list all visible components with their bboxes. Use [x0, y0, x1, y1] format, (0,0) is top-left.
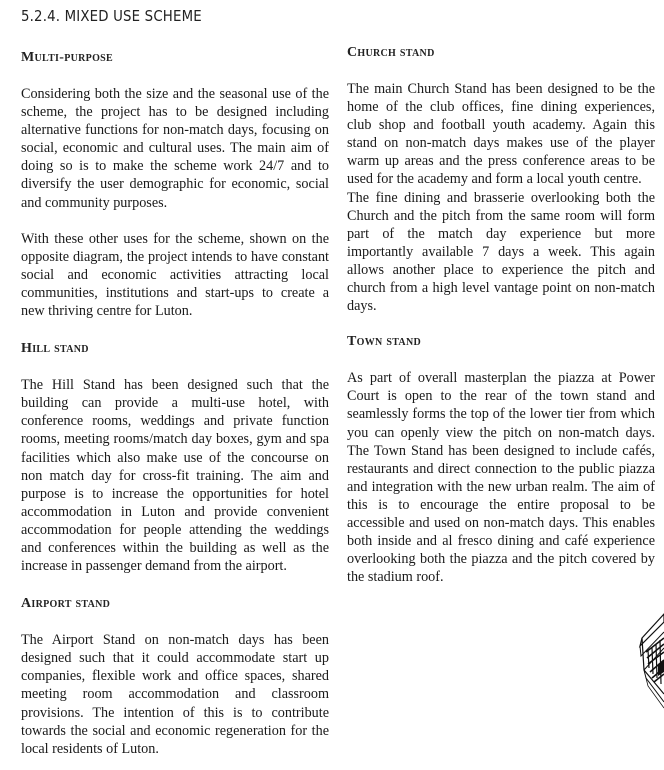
- section-hill-stand: [21, 340, 329, 575]
- section-title-town-stand: Town stand: [347, 334, 421, 350]
- airport-stand-paragraph: The Airport Stand on non-match days has been designed such that it could accommodate start up companies, flexible work and office spaces, shared meeting room accommodation and classroom provisions. The intention of this is to contribute towards the social and economic regeneration for the local residents of Luton.: [21, 632, 329, 757]
- section-title-church-stand: Church stand: [347, 45, 435, 60]
- right-column: [347, 44, 655, 586]
- hill-stand-paragraph: The Hill Stand has been designed such that the building can provide a multi-use hotel, with conference rooms, weddings and private function rooms, meeting rooms/match day boxes, gym and spa facilities which also make use of the concourse on non match day for cross-fit training. The aim and purpose is to increase the opportunities for hotel accommodation in Luton and provide convenient accommodation for people attending the weddings and conferences within the building as well as the increase in passenger demand from the airport.: [21, 377, 329, 575]
- multi-purpose-paragraph-2: With these other uses for the scheme, shown on the opposite diagram, the project intends to have constant social and economic activities attracting local communities, institutions and start-ups to create a new thriving centre for Luton.: [21, 230, 329, 320]
- left-column: [21, 49, 329, 758]
- section-title-airport-stand: Airport stand: [21, 596, 111, 612]
- section-church-stand: [347, 44, 655, 315]
- church-stand-paragraph-1: The main Church Stand has been designed to be the home of the club offices, fine dining experiences, club shop and football youth academy. Again this stand on non-match days makes use of the player warm up areas and the press conference areas to be used for the academy and form a local youth centre.: [347, 81, 655, 188]
- town-stand-paragraph: As part of overall masterplan the piazza at Power Court is open to the rear of the town stand and seamlessly forms the top of the lower tier from which you can openly view the pitch on non-match days. The Town Stand has been designed to include cafés, restaurants and direct connection to the public piazza and integration with the new urban realm. The aim of this is to encourage the entire proposal to be accessible and used on non-match days. This enables both inside and al fresco dining and café experience overlooking both the piazza and the pitch covered by the stadium roof.: [347, 370, 655, 586]
- section-title-hill-stand: Hill stand: [21, 341, 89, 357]
- section-town-stand: [347, 333, 655, 586]
- section-title-multi-purpose: Multi-purpose: [21, 50, 113, 65]
- page-heading: 5.2.4. MIXED USE SCHEME: [21, 7, 202, 25]
- section-multi-purpose: [21, 49, 329, 320]
- multi-purpose-paragraph-1: Considering both the size and the seasonal use of the scheme, the project has to be designed including alternative functions for non-match days, focusing on social, economic and cultural uses. The main aim of doing so is to make the scheme work 24/7 and to diversify the user demographic for economic, social and community purposes.: [21, 86, 329, 211]
- church-stand-paragraph-2: The fine dining and brasserie overlooking both the Church and the pitch from the same room will form part of the match day experience but more importantly available 7 days a week. This again allows another place to experience the pitch and church from a high level vantage point on non-match days.: [347, 189, 655, 315]
- building-sketch-icon: [638, 612, 664, 712]
- section-airport-stand: [21, 595, 329, 758]
